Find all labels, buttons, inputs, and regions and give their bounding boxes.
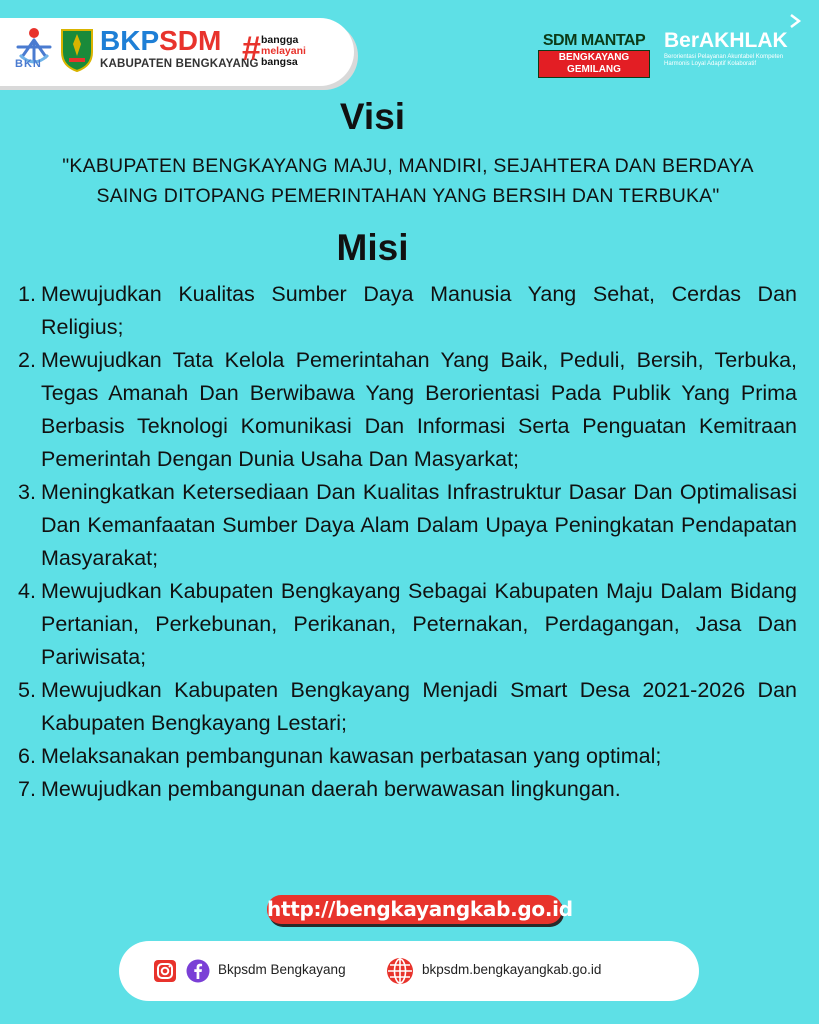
brand-part-bkp: BKP (100, 25, 160, 56)
misi-item-text: Mewujudkan Kabupaten Bengkayang Menjadi Smart Desa 2021-2026 Dan Kabupaten Bengkayang Lestari; (41, 678, 797, 735)
visi-line-1: "KABUPATEN BENGKAYANG MAJU, MANDIRI, SEJAHTERA DAN BERDAYA (62, 155, 754, 177)
kabupaten-crest-icon (59, 26, 95, 72)
berakhlak-subtitle-2: Harmonis Loyal Adaptif Kolaboratif (664, 61, 757, 67)
bkn-logo-icon (12, 25, 56, 81)
misi-item-text: Meningkatkan Ketersediaan Dan Kualitas Infrastruktur Dasar Dan Optimalisasi Dan Kemanfaatan Sumber Daya Alam Dalam Upaya Peningkatan Pendapatan Masyarakat; (41, 480, 797, 570)
misi-item-number: 1. (18, 282, 36, 306)
misi-item-text: Mewujudkan Kabupaten Bengkayang Sebagai Kabupaten Maju Dalam Bidang Pertanian, Perkebunan, Perikanan, Peternakan, Perdagangan, Jasa Dan Pariwisata; (41, 579, 797, 669)
misi-item-number: 3. (18, 480, 36, 504)
berakhlak-chevron-icon (788, 14, 802, 28)
misi-item-number: 5. (18, 678, 36, 702)
misi-item (18, 476, 797, 575)
tagline-line-3: bangsa (261, 56, 298, 68)
misi-item-number: 4. (18, 579, 36, 603)
globe-icon[interactable] (386, 957, 414, 985)
brand-part-sdm: SDM (159, 25, 222, 56)
instagram-icon[interactable] (153, 959, 177, 983)
berakhlak-logo (664, 30, 814, 68)
misi-item-text: Mewujudkan pembangunan daerah berwawasan lingkungan. (41, 777, 621, 801)
website-url-link[interactable]: http://bengkayangkab.go.id (267, 895, 562, 924)
misi-item (18, 773, 797, 806)
misi-item (18, 674, 797, 740)
brand-name (100, 26, 221, 56)
tagline-line-2: melayani (261, 45, 306, 57)
misi-list (18, 278, 797, 806)
misi-item-text: Mewujudkan Tata Kelola Pemerintahan Yang Baik, Peduli, Bersih, Terbuka, Tegas Amanah Dan Berwibawa Yang Berorientasi Pada Publik Yang Prima Berbasis Teknologi Komunikasi Dan Informasi Serta Penguatan Kemitraan Pemerintah Dengan Dunia Usaha Dan Masyarkat; (41, 348, 797, 471)
visi-line-2: SAING DITOPANG PEMERINTAHAN YANG BERSIH DAN TERBUKA" (96, 185, 720, 207)
kabupaten-label: KABUPATEN BENGKAYANG (100, 58, 259, 70)
visi-heading: Visi (339, 96, 406, 137)
hashtag-symbol: # (242, 30, 261, 68)
facebook-icon[interactable] (186, 959, 210, 983)
sdm-mantap-logo (538, 32, 650, 78)
misi-item (18, 575, 797, 674)
bkn-label: BKN (15, 58, 42, 70)
misi-item-text: Melaksanakan pembangunan kawasan perbatasan yang optimal; (41, 744, 662, 768)
misi-item-text: Mewujudkan Kualitas Sumber Daya Manusia Yang Sehat, Cerdas Dan Religius; (41, 282, 797, 339)
header-logo-bar (0, 18, 354, 86)
visi-statement (18, 151, 798, 211)
berakhlak-subtitle-1: Berorientasi Pelayanan Akuntabel Kompeten (664, 54, 784, 60)
misi-item (18, 278, 797, 344)
misi-item-number: 7. (18, 777, 36, 801)
misi-item-number: 2. (18, 348, 36, 372)
website-label[interactable]: bkpsdm.bengkayangkab.go.id (422, 962, 602, 977)
sdm-mantap-title: SDM MANTAP (542, 32, 646, 49)
misi-item-number: 6. (18, 744, 36, 768)
misi-item (18, 344, 797, 476)
tagline-line-1: bangga (261, 34, 299, 46)
sdm-mantap-subtitle: BENGKAYANG GEMILANG (538, 50, 650, 78)
misi-item (18, 740, 797, 773)
footer-contact-bar (119, 941, 699, 1001)
tagline (261, 35, 306, 68)
social-account-label[interactable]: Bkpsdm Bengkayang (218, 962, 346, 977)
misi-heading: Misi (336, 227, 409, 268)
berakhlak-title: BerAKHLAK (664, 29, 788, 52)
